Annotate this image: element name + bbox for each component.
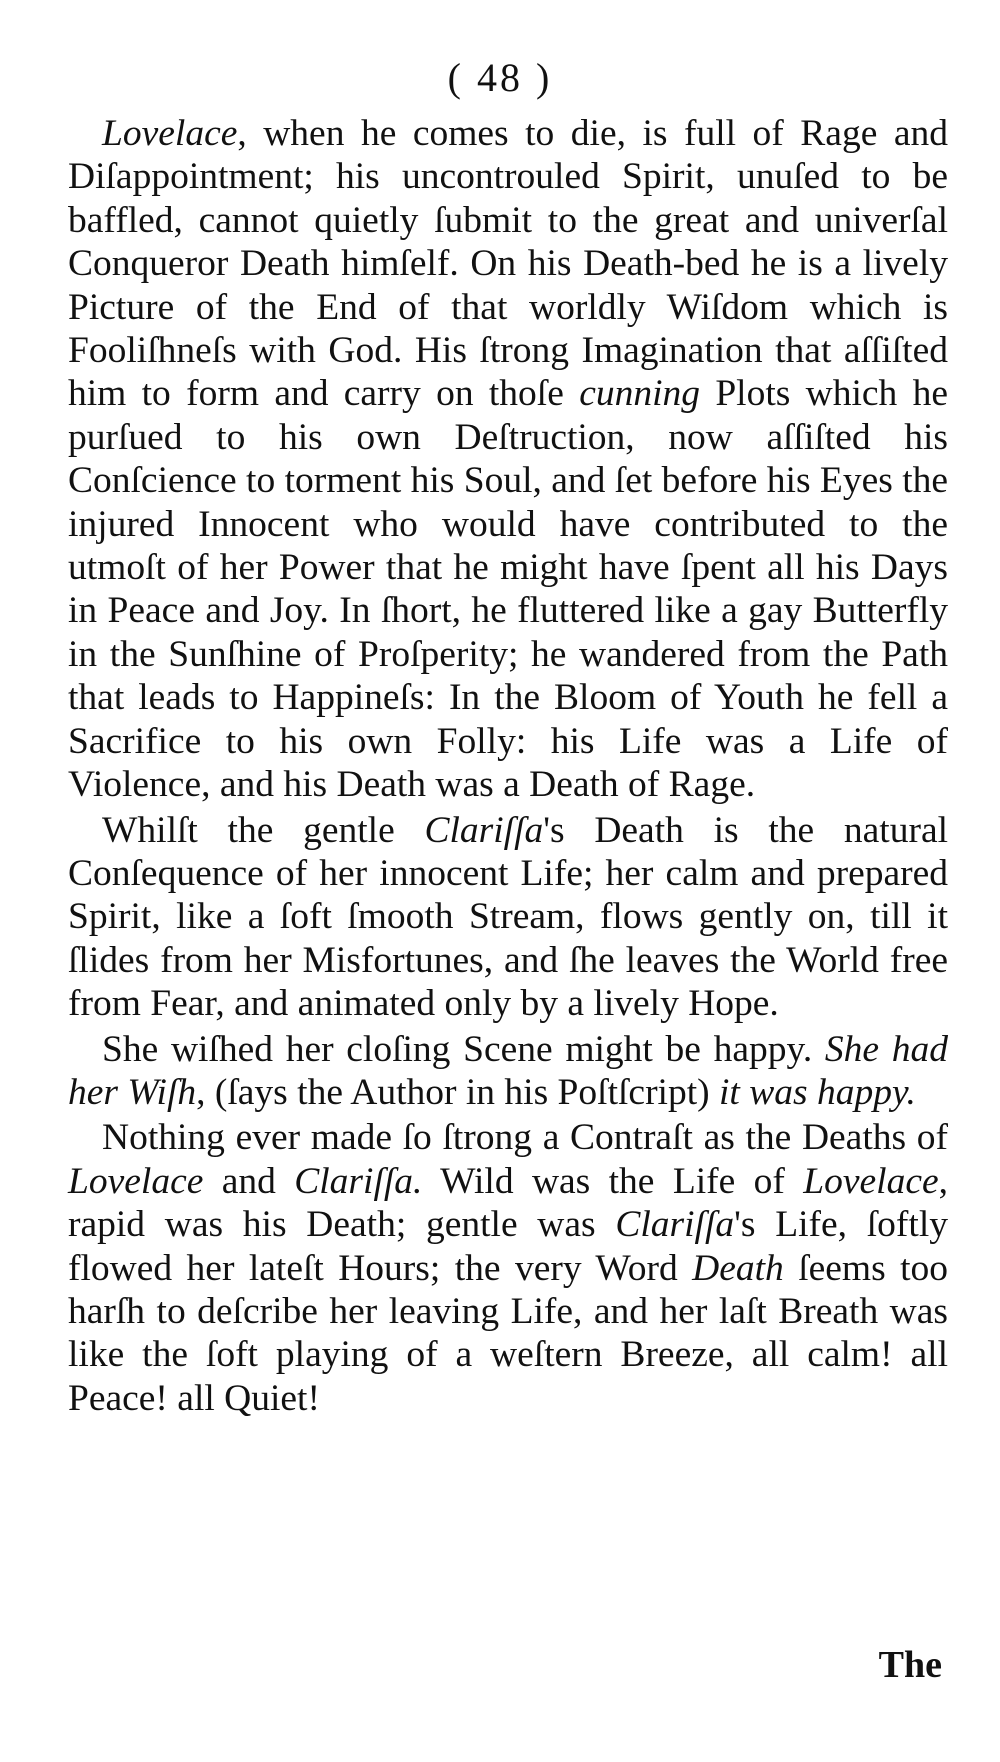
text-run: Whilſt the gentle <box>102 809 425 851</box>
italic-text-run: Lovelace <box>803 1160 939 1202</box>
text-run: Plots which he purſued to his own Deſtruction, now aſſiſted his Conſcience to torment his Soul, and ſet before his Eyes the injured Innocent who would have contributed to the utmoſt of her Power that he might have ſpent all his Days in Peace and Joy. In ſhort, he fluttered like a gay Butterfly in the Sunſhine of Proſperity; he wandered from the Path that leads to Happineſs: In the Bloom of Youth he fell a Sacrifice to his own Folly: his Life was a Life of Violence, and his Death was a Death of Rage. <box>68 373 949 806</box>
paragraph <box>68 1028 948 1115</box>
text-run: , when he comes to die, is full of Rage and Diſappointment; his uncontrouled Spirit, unuſed to be baffled, cannot quietly ſubmit to the great and univerſal Conqueror Death himſelf. On his Death-bed he is a lively Picture of the End of that worldly Wiſdom which is Fooliſhneſs with God. His ſtrong Imagination that aſſiſted him to form and carry on thoſe <box>68 113 948 415</box>
paragraph <box>68 1116 948 1420</box>
body-text <box>68 112 948 1422</box>
italic-text-run: Clariſſa <box>424 809 544 851</box>
text-run: 's Life, ſoftly flowed her lateſt Hours; the very Word <box>68 1204 948 1289</box>
text-run: and <box>203 1160 295 1202</box>
text-run: Wild was the Life of <box>422 1160 804 1202</box>
text-run: 's Death is the natural Conſequence of her innocent Life; her calm and prepared Spirit, like a ſoft ſmooth Stream, flows gently on, till it ſlides from her Misfortunes, and ſhe leaves the World free from Fear, and animated only by a lively Hope. <box>68 809 949 1025</box>
paragraph <box>68 112 948 807</box>
italic-text-run: Clariſſa <box>615 1204 735 1246</box>
text-run: Nothing ever made ſo ſtrong a Contraſt as the Deaths of <box>102 1117 948 1159</box>
text-run: , (ſays the Author in his Poſtſcript) <box>196 1071 720 1113</box>
text-run: , rapid was his Death; gentle was <box>68 1160 948 1246</box>
italic-text-run: Death <box>692 1247 784 1289</box>
italic-text-run: it was happy. <box>719 1071 916 1113</box>
catchword: The <box>878 1644 942 1686</box>
text-run: ſeems too harſh to deſcribe her leaving Life, and her laſt Breath was like the ſoft playing of a weſtern Breeze, all calm! all Peace! all Quiet! <box>68 1247 948 1419</box>
italic-text-run: Lovelace <box>102 113 238 154</box>
italic-text-run: She had her Wiſh <box>68 1028 948 1113</box>
page-number: ( 48 ) <box>447 55 553 100</box>
text-run: She wiſhed her cloſing Scene might be happy. <box>102 1028 825 1070</box>
italic-text-run: Lovelace <box>68 1160 204 1202</box>
italic-text-run: cunning <box>579 373 701 415</box>
paragraph <box>68 809 948 1026</box>
italic-text-run: Clariſſa. <box>294 1160 423 1202</box>
